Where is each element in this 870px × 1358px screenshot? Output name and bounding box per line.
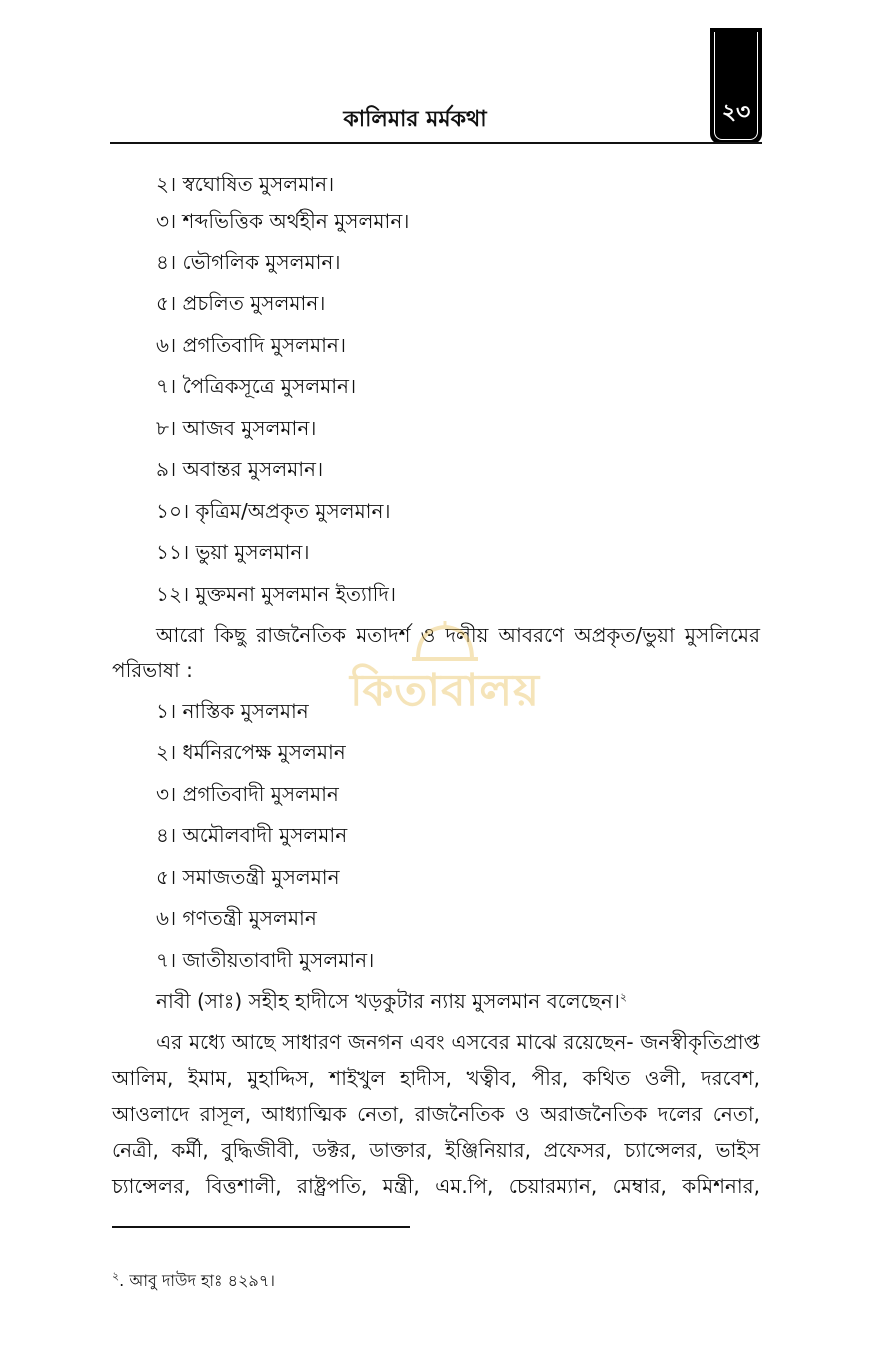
footnote-marker: ২ xyxy=(112,1269,120,1283)
intro-paragraph-line: পরিভাষা : xyxy=(112,658,193,682)
hadith-statement-text: নাবী (সাঃ) সহীহ হাদীসে খড়কুটার ন্যায় মুসলমান বলেছেন। xyxy=(156,989,620,1013)
running-header-title: কালিমার মর্মকথা xyxy=(343,107,487,132)
page-number: ২৩ xyxy=(721,100,751,125)
list-item: ৮। আজব মুসলমান। xyxy=(156,416,317,440)
page-number-tab xyxy=(710,28,762,144)
closing-paragraph-line: আওলাদে রাসূল, আধ্যাত্মিক নেতা, রাজনৈতিক ও অরাজনৈতিক দলের নেতা, xyxy=(112,1102,760,1126)
list-item: ৪। অমৌলবাদী মুসলমান xyxy=(156,823,348,847)
closing-paragraph-line: এর মধ্যে আছে সাধারণ জনগন এবং এসবের মাঝে রয়েছেন- জনস্বীকৃতিপ্রাপ্ত xyxy=(156,1030,760,1054)
list-item: ৬। প্রগতিবাদি মুসলমান। xyxy=(156,333,347,357)
header-rule xyxy=(110,142,762,144)
closing-paragraph-line: চ্যান্সেলর, বিত্তশালী, রাষ্ট্রপতি, মন্ত্রী, এম.পি, চেয়ারম্যান, মেম্বার, কমিশনার, xyxy=(112,1174,760,1198)
watermark-text: কিতাবালয় xyxy=(349,665,541,716)
list-item: ৯। অবান্তর মুসলমান। xyxy=(156,457,324,481)
list-item: ১১। ভুয়া মুসলমান। xyxy=(156,540,310,564)
closing-paragraph-line: নেত্রী, কর্মী, বুদ্ধিজীবী, ডক্টর, ডাক্তার, ইঞ্জিনিয়ার, প্রফেসর, চ্যান্সেলর, ভাইস xyxy=(112,1138,760,1162)
footnote-rule xyxy=(112,1226,410,1228)
footnote xyxy=(112,1268,275,1295)
closing-paragraph-line: আলিম, ইমাম, মুহাদ্দিস, শাইখুল হাদীস, খত্বীব, পীর, কথিত ওলী, দরবেশ, xyxy=(112,1066,760,1090)
list-item: ৫। সমাজতন্ত্রী মুসলমান xyxy=(156,865,340,889)
footnote-reference: ২ xyxy=(619,990,628,1004)
list-item: ২। ধর্মনিরপেক্ষ মুসলমান xyxy=(156,740,346,764)
dome-watermark-icon xyxy=(412,621,478,661)
intro-paragraph-line: আরো কিছু রাজনৈতিক মতাদর্শ ও দলীয় আবরণে অপ্রকৃত/ভুয়া মুসলিমের xyxy=(156,623,760,647)
publisher-watermark xyxy=(330,615,560,725)
list-item: ৭। পৈত্রিকসূত্রে মুসলমান। xyxy=(156,374,357,398)
list-item: ৫। প্রচলিত মুসলমান। xyxy=(156,291,326,315)
list-item: ১। নাস্তিক মুসলমান xyxy=(156,699,309,723)
list-item: ১০। কৃত্রিম/অপ্রকৃত মুসলমান। xyxy=(156,499,391,523)
list-item: ৬। গণতন্ত্রী মুসলমান xyxy=(156,906,317,930)
list-item: ২। স্বঘোষিত মুসলমান। xyxy=(156,172,335,196)
hadith-statement xyxy=(156,987,627,1020)
list-item: ১২। মুক্তমনা মুসলমান ইত্যাদি। xyxy=(156,582,397,606)
list-item: ৭। জাতীয়তাবাদী মুসলমান। xyxy=(156,948,375,972)
list-item: ৩। শব্দভিত্তিক অর্থহীন মুসলমান। xyxy=(156,209,410,233)
list-item: ৪। ভৌগলিক মুসলমান। xyxy=(156,250,341,274)
list-item: ৩। প্রগতিবাদী মুসলমান xyxy=(156,782,339,806)
footnote-text: . আবু দাউদ হাঃ ৪২৯৭। xyxy=(119,1271,275,1290)
